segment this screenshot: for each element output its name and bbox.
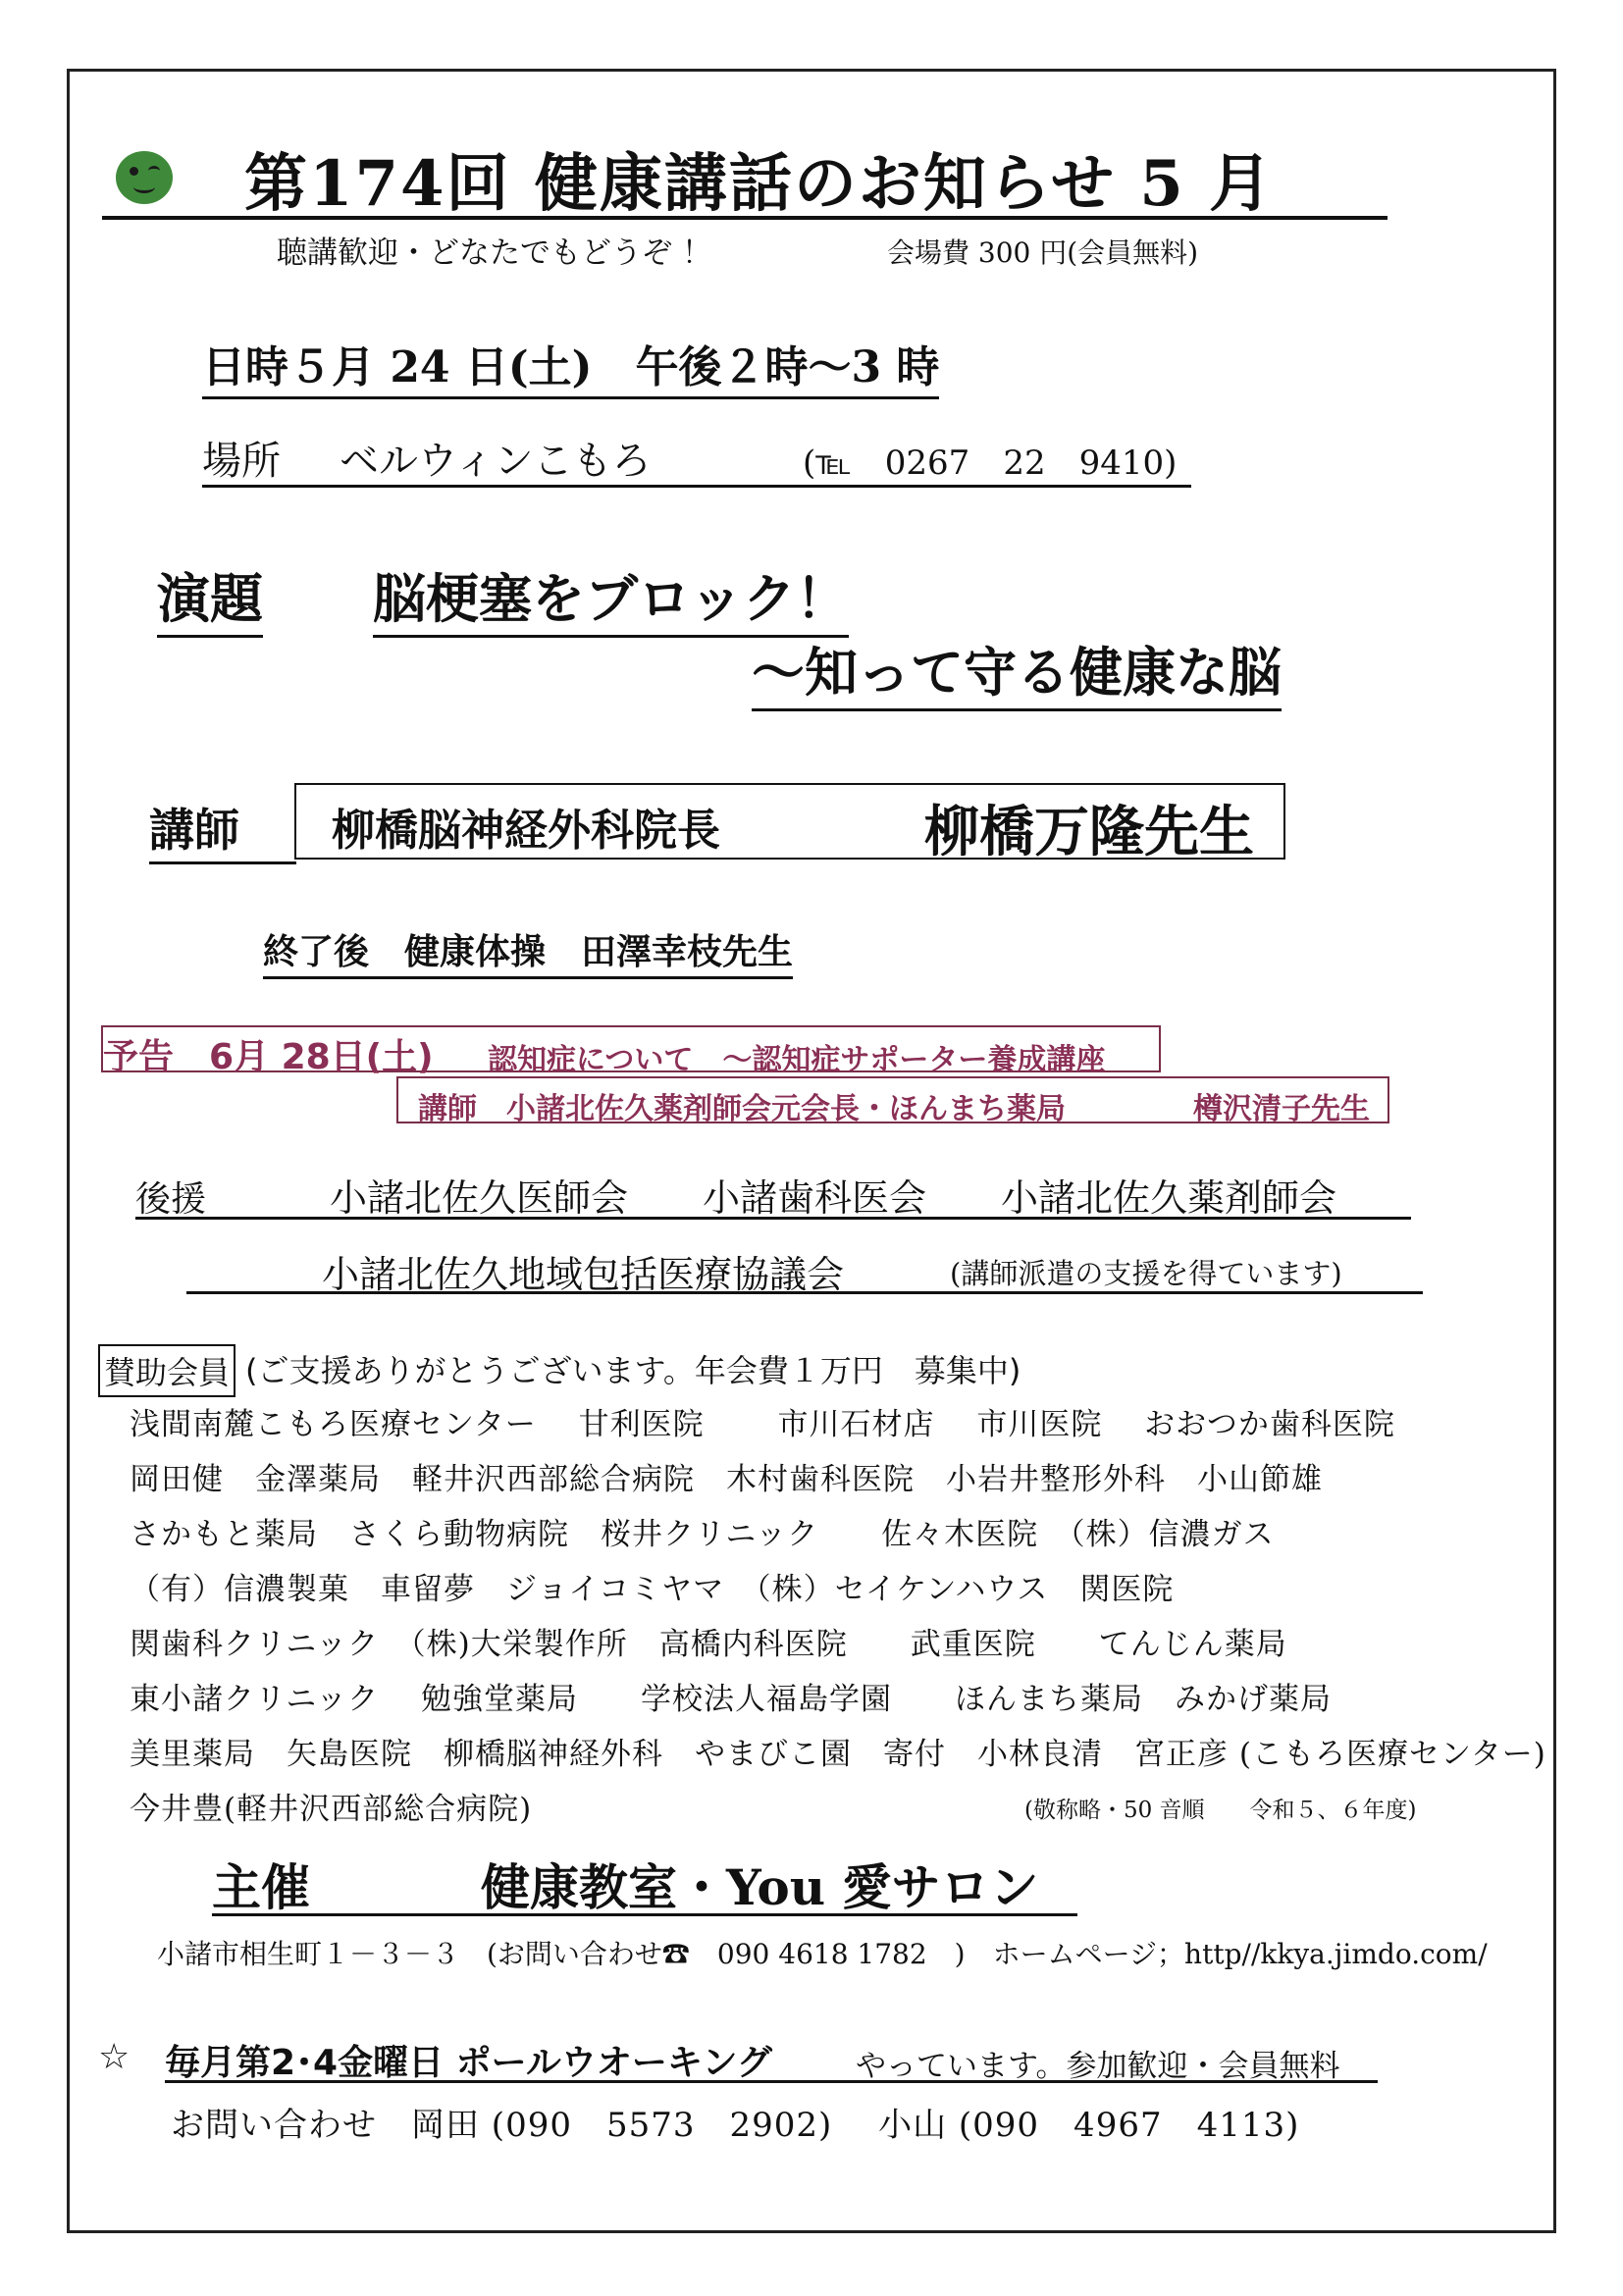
pole-walking-main: 毎月第2･4金曜日 ポールウオーキング [165,2043,772,2083]
notice-lecturer: 講師 小諸北佐久薬剤師会元会長・ほんまち薬局 [418,1092,1066,1126]
support-line-1: 小諸北佐久医師会 小諸歯科医会 小諸北佐久薬剤師会 [330,1176,1337,1220]
pole-walking-underline [165,2080,1378,2083]
support-line-2-note: (講師派遣の支援を得ています) [950,1257,1342,1290]
smiling-face-icon [116,151,173,204]
member-line: 東小諸クリニック 勉強堂薬局 学校法人福島学園 ほんまち薬局 みかげ薬局 [130,1682,1332,1717]
member-line: 今井豊(軽井沢西部総合病院) [130,1792,533,1827]
place-name: ベルウィンこもろ [340,439,652,484]
member-line: 浅間南麓こもろ医療センター 甘利医院 市川石材店 市川医院 おおつか歯科医院 [130,1407,1395,1442]
members-label: 賛助会員 [98,1344,236,1397]
welcome-text: 聴講歓迎・どなたでもどうぞ ！ [277,235,712,271]
member-line: （有）信濃製菓 車留夢 ジョイコミヤマ （株）セイケンハウス 関医院 [130,1572,1175,1607]
host-label: 主催 [212,1858,310,1916]
support-line-2: 小諸北佐久地域包括医療協議会 [322,1253,845,1296]
member-line: 関歯科クリニック （株)大栄製作所 高橋内科医院 武重医院 てんじん薬局 [130,1627,1287,1662]
notice-box-1 [101,1025,1161,1077]
event-datetime: 日時５月 24 日(土) 午後２時～3 時 [202,332,939,399]
member-line: 岡田健 金澤薬局 軽井沢西部総合病院 木村歯科医院 小岩井整形外科 小山節雄 [130,1462,1323,1497]
theme-label: 演題 [157,557,263,638]
member-line: 美里薬局 矢島医院 柳橋脳神経外科 やまびこ園 寄付 小林良清 宮正彦 (こもろ医療センター) [130,1737,1546,1772]
host-row [212,1849,1077,1916]
support-label: 後援 [135,1179,207,1220]
notice-lecturer-name: 樽沢清子先生 [1193,1092,1370,1126]
page-title: 第174回 健康講話のお知らせ 5 月 [244,147,1275,221]
pole-walking-note: やっています。参加歓迎・会員無料 [856,2049,1340,2084]
theme-line-1: 脳梗塞をブロック！ [373,557,849,638]
members-footnote: (敬称略・50 音順 令和５、６年度) [1024,1798,1417,1823]
host-name: 健康教室・You 愛サロン [481,1858,1039,1916]
support-underline-1 [135,1217,1411,1220]
place-tel: (℡ 0267 22 9410) [803,444,1178,483]
after-event-text: 終了後 健康体操 田澤幸枝先生 [263,924,793,979]
lecturer-name: 柳橋万隆先生 [924,801,1254,864]
place-label: 場所 [202,439,281,484]
support-underline-2 [186,1291,1423,1294]
pole-walking-contact: お問い合わせ 岡田 (090 5573 2902) 小山 (090 4967 4113) [171,2106,1300,2145]
member-line: さかもと薬局 さくら動物病院 桜井クリニック 佐々木医院 （株）信濃ガス [130,1517,1275,1552]
lecturer-label: 講師 [149,795,296,864]
notice-box-2 [396,1076,1389,1126]
event-place [202,430,1191,488]
theme-line-2: ～知って守る健康な脳 [752,631,1282,711]
notice-prefix: 予告 6月 28日(土) [103,1037,434,1077]
star-icon: ☆ [98,2037,131,2077]
lecturer-affiliation: 柳橋脳神経外科院長 [332,806,720,856]
fee-text: 会場費 300 円(会員無料) [887,236,1199,269]
title-row [102,128,1387,220]
lecturer-box [294,783,1285,864]
address-line: 小諸市相生町１－３－３ (お問い合わせ☎ 090 4618 1782 ) ホームページ；http//kkya.jimdo.com/ [157,1938,1488,1970]
notice-topic: 認知症について ～認知症サポーター養成講座 [488,1043,1106,1077]
members-note: (ご支援ありがとうございます。年会費１万円 募集中) [245,1352,1021,1389]
